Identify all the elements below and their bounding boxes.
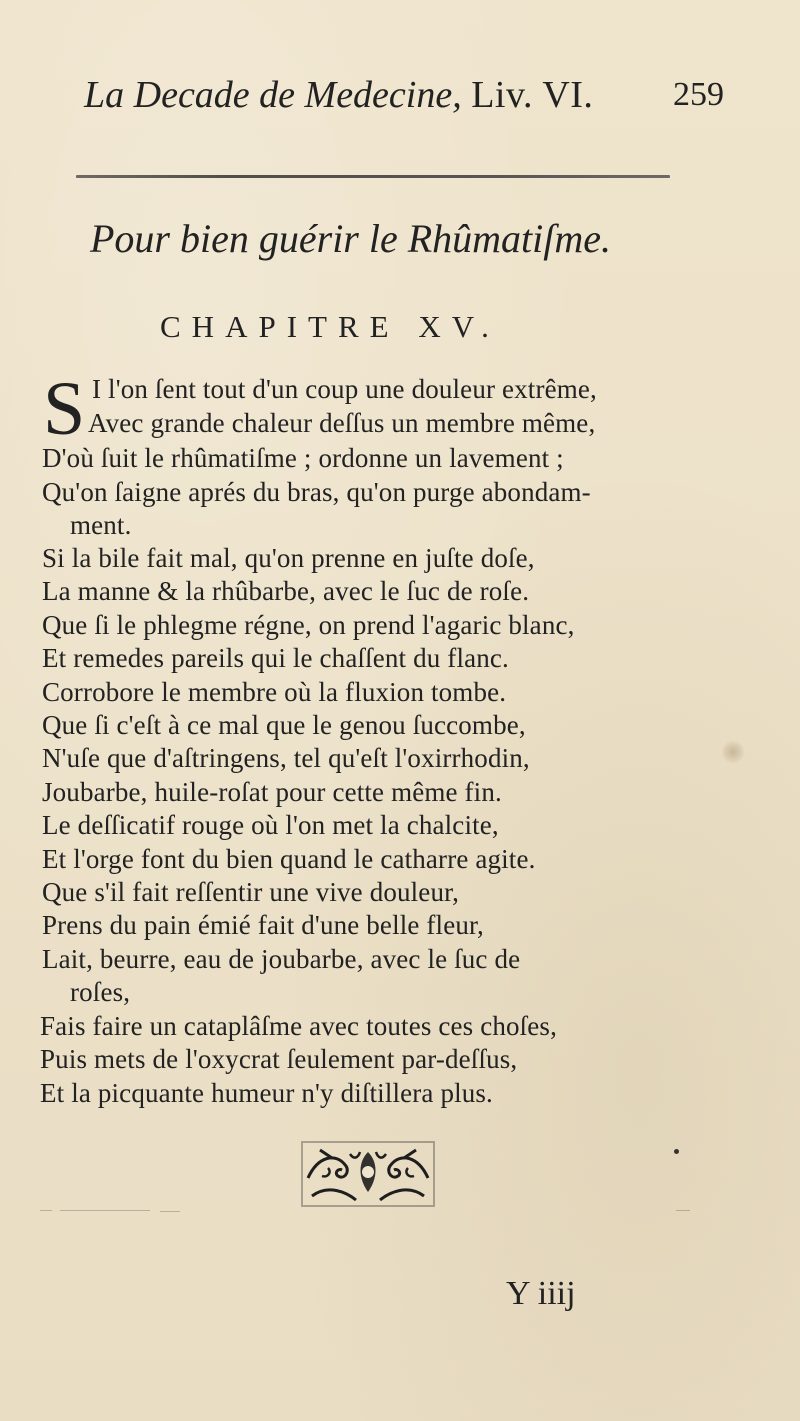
verse-line: Avec grande chaleur deſſus un membre même, [88,408,596,438]
verse-line: Le deſſicatif rouge où l'on met la chalcite, [42,810,499,840]
verse-line: D'où ſuit le rhûmatiſme ; ordonne un lavement ; [42,443,564,473]
verse-line: Que ſi le phlegme régne, on prend l'agaric blanc, [42,610,575,640]
verse-line: La manne & la rhûbarbe, avec le ſuc de roſe. [42,576,530,606]
verse-line: Fais faire un cataplâſme avec toutes ces choſes, [40,1011,557,1041]
signature-mark: Y iiij [506,1275,576,1312]
verse-line: N'uſe que d'aſtringens, tel qu'eſt l'oxirrhodin, [42,743,530,773]
faint-mark [40,1210,52,1211]
verse-line: Joubarbe, huile-roſat pour cette même fin. [42,777,502,807]
verse-line: Que ſi c'eſt à ce mal que le genou ſuccombe, [42,710,526,740]
page-number: 259 [673,76,724,113]
verse-line: roſes, [70,977,131,1007]
verse-line: I l'on ſent tout d'un coup une douleur extrême, [92,374,597,404]
running-head [84,70,724,120]
verse-line: Si la bile fait mal, qu'on prenne en juſte doſe, [42,543,535,573]
verse-line: Lait, beurre, eau de joubarbe, avec le ſuc de [42,944,521,974]
header-rule [76,175,670,178]
section-title: Pour bien guérir le Rhûmatiſme. [90,216,612,261]
drop-cap: S [43,367,86,451]
verse-line: Que s'il fait reſſentir une vive douleur, [42,877,460,907]
faint-mark [676,1210,690,1211]
verse-line: Puis mets de l'oxycrat ſeulement par-deſſus, [40,1044,518,1074]
faint-mark [160,1211,180,1212]
chapter-heading: CHAPITRE XV. [160,309,500,344]
verse-line: Et la picquante humeur n'y diſtillera plus. [40,1078,493,1108]
verse-line: Et l'orge font du bien quand le catharre agite. [42,844,536,874]
ink-dot [674,1149,679,1154]
verse-line: Et remedes pareils qui le chaſſent du flanc. [42,643,509,673]
verse-line: Prens du pain émié fait d'une belle fleur, [42,910,484,940]
running-head-title: La Decade de Medecine, [84,74,462,116]
paper-stain [722,740,744,764]
faint-mark [60,1210,150,1211]
ornament-fleuron-icon [298,1138,438,1210]
verse-line: ment. [70,510,132,540]
running-head-book: Liv. VI. [471,74,594,116]
verse-line: Corrobore le membre où la fluxion tombe. [42,677,507,707]
verse-line: Qu'on ſaigne aprés du bras, qu'on purge abondam- [42,477,591,507]
